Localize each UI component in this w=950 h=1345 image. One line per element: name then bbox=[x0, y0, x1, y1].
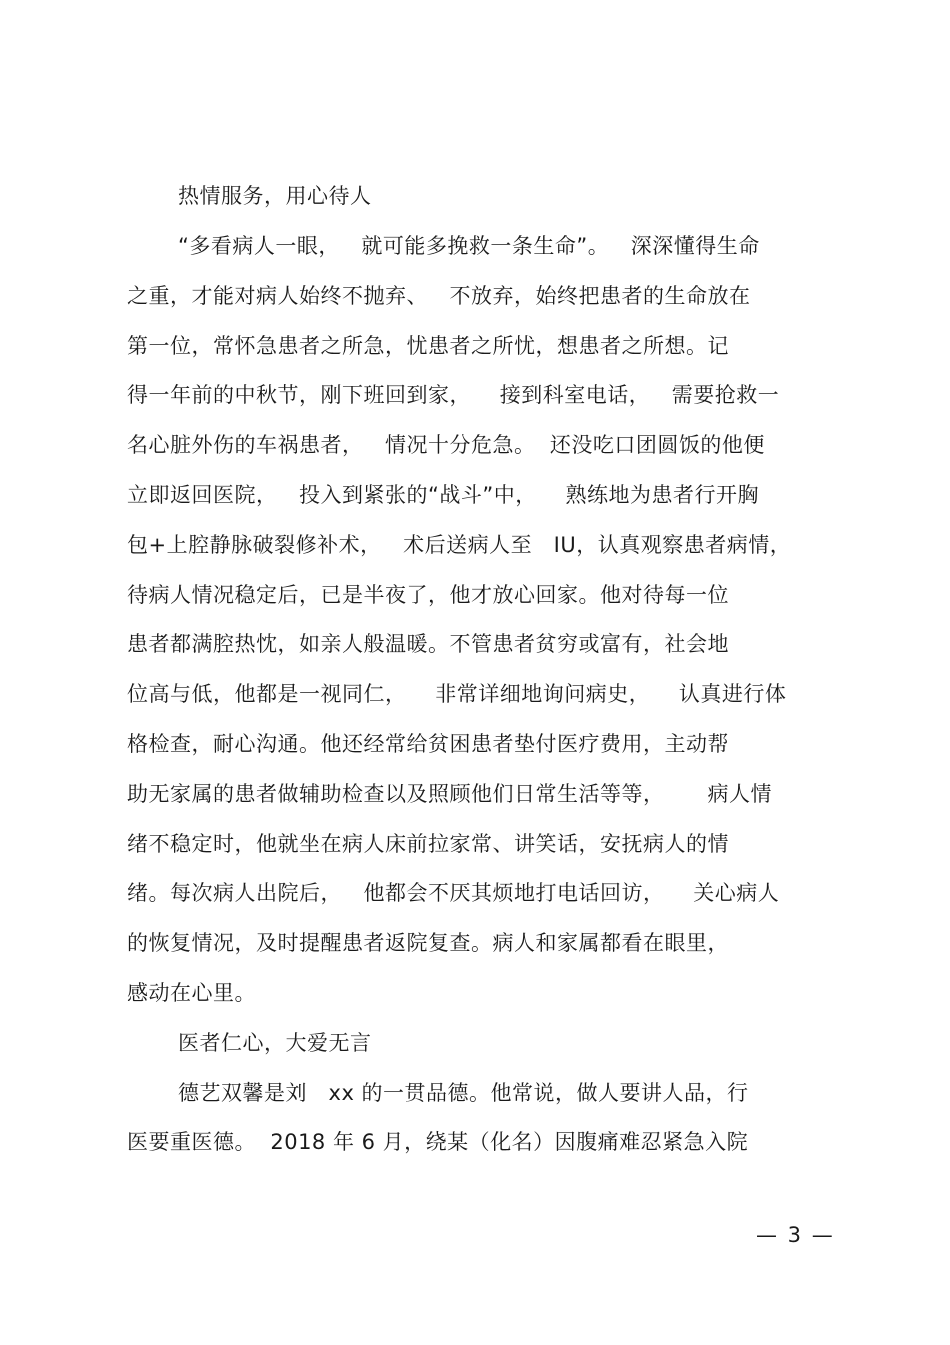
paragraph-line: 助无家属的患者做辅助检查以及照顾他们日常生活等等， 病人情 bbox=[127, 782, 773, 806]
paragraph-line: 立即返回医院， 投入到紧张的“战斗”中， 熟练地为患者行开胸 bbox=[127, 483, 759, 507]
paragraph-line: 之重，才能对病人始终不抛弃、 不放弃，始终把患者的生命放在 bbox=[127, 284, 751, 308]
paragraph-line: 绪不稳定时，他就坐在病人床前拉家常、讲笑话，安抚病人的情 bbox=[127, 832, 729, 856]
paragraph-line: 包+上腔静脉破裂修补术， 术后送病人至 IU，认真观察患者病情， bbox=[127, 533, 792, 557]
paragraph-line: 格检查，耐心沟通。他还经常给贫困患者垫付医疗费用，主动帮 bbox=[127, 732, 729, 756]
paragraph-line: 名心脏外伤的车祸患者， 情况十分危急。 还没吃口团圆饭的他便 bbox=[127, 433, 765, 457]
paragraph-line: 位高与低，他都是一视同仁， 非常详细地询问病史， 认真进行体 bbox=[127, 682, 787, 706]
section-heading-care: 医者仁心，大爱无言 bbox=[178, 1031, 372, 1055]
page-number: — 3 — bbox=[756, 1223, 835, 1247]
paragraph-line: “多看病人一眼， 就可能多挽救一条生命”。 深深懂得生命 bbox=[178, 234, 760, 258]
paragraph-line: 待病人情况稳定后，已是半夜了，他才放心回家。他对待每一位 bbox=[127, 583, 729, 607]
paragraph-line: 德艺双馨是刘 xx 的一贯品德。他常说，做人要讲人品，行 bbox=[178, 1081, 749, 1105]
paragraph-line: 绪。每次病人出院后， 他都会不厌其烦地打电话回访， 关心病人 bbox=[127, 881, 780, 905]
section-heading-service: 热情服务，用心待人 bbox=[178, 184, 372, 208]
paragraph-line: 第一位，常怀急患者之所急，忧患者之所忧，想患者之所想。记 bbox=[127, 334, 729, 358]
paragraph-line: 的恢复情况，及时提醒患者返院复查。病人和家属都看在眼里， bbox=[127, 931, 729, 955]
paragraph-line: 感动在心里。 bbox=[127, 981, 256, 1005]
paragraph-line: 得一年前的中秋节，刚下班回到家， 接到科室电话， 需要抢救一 bbox=[127, 383, 780, 407]
paragraph-line: 医要重医德。 2018 年 6 月，绕某（化名）因腹痛难忍紧急入院 bbox=[127, 1130, 749, 1154]
paragraph-line: 患者都满腔热忱，如亲人般温暖。不管患者贫穷或富有，社会地 bbox=[127, 632, 729, 656]
